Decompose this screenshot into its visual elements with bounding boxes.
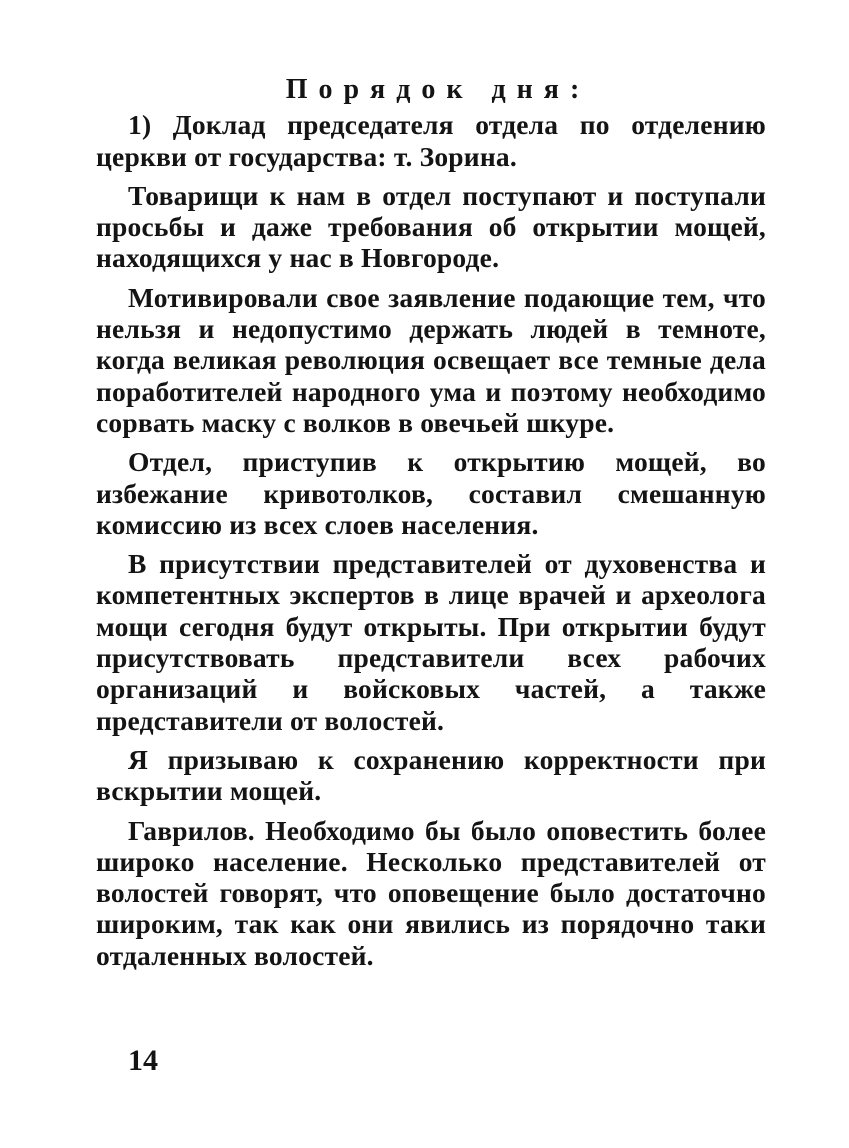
speech-paragraph xyxy=(96,815,766,971)
speech-text: Необходимо бы было оповестить более широко население. Несколько представителей от волостей говорят, что оповещение было достаточно широким, так как они явились из порядочно таки отдаленных волостей. xyxy=(96,814,766,971)
paragraph-5: Я призываю к сохранению корректности при вскрытии мощей. xyxy=(96,743,766,807)
agenda-heading: Порядок дня: xyxy=(285,74,591,105)
agenda-item: 1) Доклад председателя отдела по отделению церкви от государства: т. Зорина. xyxy=(96,109,766,172)
speaker-name: Гаврилов. xyxy=(128,814,255,846)
document-page xyxy=(96,74,766,979)
page-number: 14 xyxy=(128,1044,158,1077)
paragraph-3: Отдел, приступив к открытию мощей, во избежание кривотолков, составил смешанную комиссию из всех слоев населения. xyxy=(96,446,766,540)
paragraph-2: Мотивировали свое заявление подающие тем, что нельзя и недопустимо держать людей в темноте, когда великая революция освещает все темные дела поработителей народного ума и поэтому необходимо сорвать маску с волков в овечьей шкуре. xyxy=(96,281,766,438)
paragraph-4: В присутствии представителей от духовенства и компетентных экспертов в лице врачей и археолога мощи сегодня будут открыты. При открытии будут присутствовать представители всех рабочих организаций и войсковых частей, а также представители от волостей. xyxy=(96,548,766,736)
paragraph-1: Товарищи к нам в отдел поступают и поступали просьбы и даже требования об открытии мощей, находящихся у нас в Новгороде. xyxy=(96,179,766,274)
